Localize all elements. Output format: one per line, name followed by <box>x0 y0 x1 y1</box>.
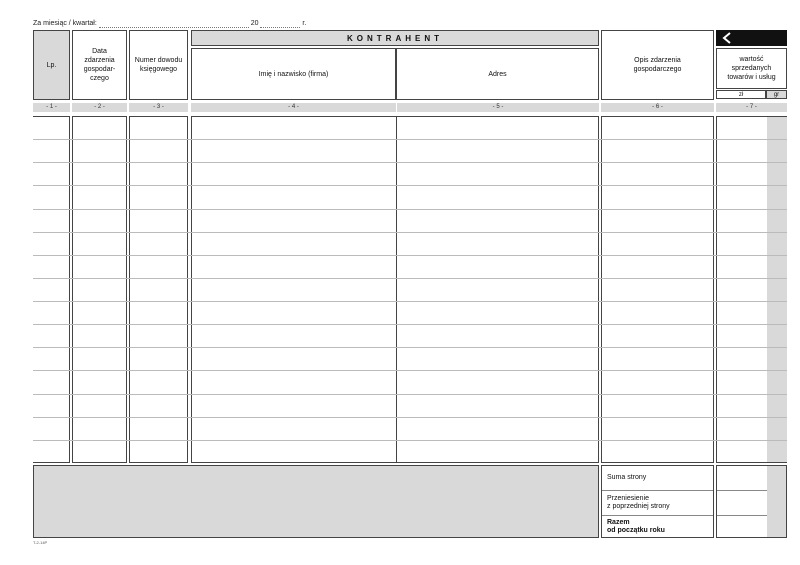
column-number-3 <box>129 103 188 112</box>
table-row-divider <box>33 417 787 418</box>
column-number-1-label: - 1 - <box>46 104 57 110</box>
column-number-6 <box>601 103 714 112</box>
summary-carried-over <box>602 491 713 516</box>
column-number-5 <box>397 103 599 112</box>
table-row-divider <box>33 324 787 325</box>
year-suffix: r. <box>302 20 307 27</box>
currency-zl-label: zł <box>738 92 744 98</box>
column-number-3-label: - 3 - <box>153 104 164 110</box>
header-value-label: wartość sprzedanych towarów i usług <box>727 56 776 81</box>
summary-value-page-sum[interactable] <box>717 466 786 491</box>
year-prefix: 20 <box>250 20 259 27</box>
summary-total <box>602 516 713 537</box>
column-number-4-label: - 4 - <box>288 104 299 110</box>
table-row-divider <box>33 209 787 210</box>
header-lp <box>33 30 70 100</box>
summary-total-line2: od początku roku <box>607 526 665 534</box>
header-address <box>396 48 599 100</box>
table-row-divider <box>33 255 787 256</box>
header-name <box>191 48 396 100</box>
header-contractor <box>191 30 599 46</box>
column-number-4 <box>191 103 396 112</box>
summary-page-sum <box>602 466 713 491</box>
summary-grey-area <box>33 465 599 538</box>
table-row-divider <box>33 139 787 140</box>
column-number-7 <box>716 103 787 112</box>
column-number-2 <box>72 103 127 112</box>
column-number-2-label: - 2 - <box>94 104 105 110</box>
header-lp-label: Lp. <box>46 61 57 69</box>
summary-values <box>716 465 787 538</box>
table-row-divider <box>33 301 787 302</box>
summary-total-line1: Razem <box>607 518 630 526</box>
year-field[interactable] <box>260 19 300 28</box>
header-doc-number-label: Numer dowodu księgowego <box>134 57 183 73</box>
table-row-divider <box>33 394 787 395</box>
table-row-divider <box>33 440 787 441</box>
arrow-left-icon <box>719 30 735 46</box>
arrow-banner <box>716 30 787 46</box>
header-date-label: Data zdarzenia gospodar-czego <box>83 48 116 82</box>
column-number-6-label: - 6 - <box>652 104 663 110</box>
summary-carried-over-line1: Przeniesienie <box>607 495 650 502</box>
column-number-5-label: - 5 - <box>492 104 504 110</box>
currency-zl <box>716 90 766 99</box>
table-row-divider <box>33 278 787 279</box>
table-rows <box>33 116 787 463</box>
table-row-divider <box>33 370 787 371</box>
currency-gr-label: gr <box>773 92 780 98</box>
summary-value-carried-over-gr[interactable] <box>767 491 786 516</box>
table-row-divider <box>33 347 787 348</box>
header-name-label: Imię i nazwisko (firma) <box>258 70 329 78</box>
table-row-divider <box>33 232 787 233</box>
period-field[interactable] <box>99 19 249 28</box>
summary-page-sum-label: Suma strony <box>607 474 647 481</box>
header-description-label: Opis zdarzenia gospodarczego <box>633 57 682 73</box>
header-doc-number <box>129 30 188 100</box>
summary-labels <box>601 465 714 538</box>
summary-value-total[interactable] <box>717 516 786 537</box>
summary-value-carried-over[interactable] <box>717 491 786 516</box>
period-line <box>33 19 333 29</box>
column-number-7-label: - 7 - <box>746 104 757 110</box>
table-row-divider <box>33 185 787 186</box>
header-contractor-label: KONTRAHENT <box>347 33 443 43</box>
period-label: Za miesiąc / kwartał: <box>33 20 97 27</box>
header-address-label: Adres <box>488 70 507 78</box>
currency-row <box>716 90 787 99</box>
summary-carried-over-line2: z poprzedniej strony <box>607 503 670 510</box>
column-number-1 <box>33 103 70 112</box>
summary-value-page-sum-gr[interactable] <box>767 466 786 491</box>
header-value <box>716 48 787 89</box>
header-description <box>601 30 714 100</box>
summary-value-total-gr[interactable] <box>767 516 786 537</box>
table-row-divider <box>33 162 787 163</box>
header-date <box>72 30 127 100</box>
currency-gr <box>766 90 787 99</box>
footer-code: T-2-14P <box>33 540 48 545</box>
